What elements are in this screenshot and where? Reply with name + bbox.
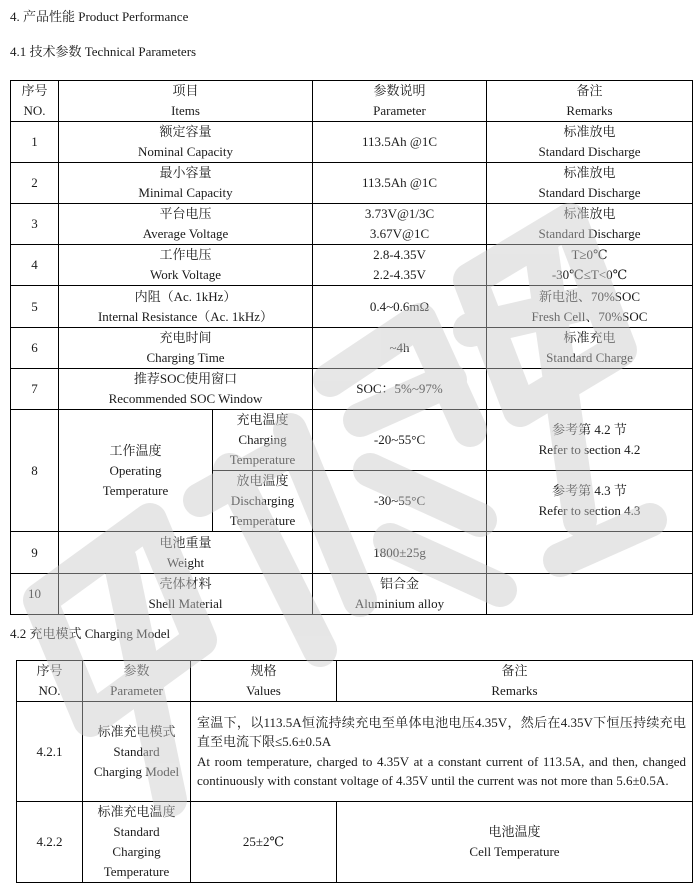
item-cell: 电池重量 Weight — [59, 532, 313, 574]
section-4-2-heading: 4.2 充电模式 Charging Model — [10, 626, 171, 641]
row-number: 6 — [11, 328, 59, 369]
section-4-heading: 4. 产品性能 Product Performance — [10, 9, 189, 24]
table-row — [11, 245, 693, 286]
table-row — [11, 328, 693, 369]
section-4-1-heading: 4.1 技术参数 Technical Parameters — [10, 44, 197, 59]
table-row — [11, 574, 693, 615]
remark-cell — [487, 369, 693, 410]
remark-cell: 电池温度 Cell Temperature — [337, 802, 693, 883]
charging-description-cell: 室温下，以113.5A恒流持续充电至单体电池电压4.35V，然后在4.35V下恒压持续充电直至电流下限≤5.6±0.5A At room temperature, charged to 4.35V at a constant current of 113.5A, and then, changed continuously with constant voltage of 4.35V until the current was not more than 5.6±0.5A. — [191, 702, 693, 802]
item-cell: 充电时间 Charging Time — [59, 328, 313, 369]
row-number: 8 — [11, 410, 59, 532]
remark-cell: 参考第 4.2 节 Refer to section 4.2 — [487, 410, 693, 471]
remark-cell: 新电池、70%SOC Fresh Cell、70%SOC — [487, 286, 693, 328]
item-cell: 内阻（Ac. 1kHz） Internal Resistance（Ac. 1kHz） — [59, 286, 313, 328]
parameter-cell: 0.4~0.6mΩ — [313, 286, 487, 328]
row-number: 3 — [11, 204, 59, 245]
header-values: 规格 Values — [191, 661, 337, 702]
table-row — [17, 802, 693, 883]
remark-cell: 标准充电 Standard Charge — [487, 328, 693, 369]
row-number: 2 — [11, 163, 59, 204]
charging-model-table — [16, 660, 693, 883]
row-number: 4.2.2 — [17, 802, 83, 883]
table-row — [11, 410, 693, 471]
row-number: 4.2.1 — [17, 702, 83, 802]
table-header-row — [11, 81, 693, 122]
remark-cell — [487, 574, 693, 615]
parameter-cell: 1800±25g — [313, 532, 487, 574]
remark-cell: 标准放电 Standard Discharge — [487, 163, 693, 204]
parameter-cell: 113.5Ah @1C — [313, 122, 487, 163]
parameter-cell: -20~55°C — [313, 410, 487, 471]
remark-cell: T≥0℃ -30℃≤T<0℃ — [487, 245, 693, 286]
remark-cell — [487, 532, 693, 574]
parameter-cell: 2.8-4.35V 2.2-4.35V — [313, 245, 487, 286]
remark-cell: 标准放电 Standard Discharge — [487, 204, 693, 245]
remark-cell: 标准放电 Standard Discharge — [487, 122, 693, 163]
parameter-cell: 3.73V@1/3C 3.67V@1C — [313, 204, 487, 245]
parameter-cell: -30~55°C — [313, 471, 487, 532]
operating-temperature-cell: 工作温度 Operating Temperature — [59, 410, 213, 532]
parameter-cell: 113.5Ah @1C — [313, 163, 487, 204]
parameter-cell: 标准充电模式 Standard Charging Model — [83, 702, 191, 802]
table-header-row — [17, 661, 693, 702]
row-number: 9 — [11, 532, 59, 574]
item-cell: 工作电压 Work Voltage — [59, 245, 313, 286]
row-number: 5 — [11, 286, 59, 328]
table-row — [17, 702, 693, 802]
charging-temperature-cell: 充电温度 Charging Temperature — [213, 410, 313, 471]
item-cell: 额定容量 Nominal Capacity — [59, 122, 313, 163]
parameter-cell: 铝合金 Aluminium alloy — [313, 574, 487, 615]
header-no: 序号 NO. — [11, 81, 59, 122]
row-number: 1 — [11, 122, 59, 163]
table-row — [11, 204, 693, 245]
row-number: 10 — [11, 574, 59, 615]
table-row — [11, 532, 693, 574]
header-items: 项目 Items — [59, 81, 313, 122]
discharging-temperature-cell: 放电温度 Discharging Temperature — [213, 471, 313, 532]
parameter-cell: SOC：5%~97% — [313, 369, 487, 410]
row-number: 7 — [11, 369, 59, 410]
item-cell: 推荐SOC使用窗口 Recommended SOC Window — [59, 369, 313, 410]
header-remarks: 备注 Remarks — [487, 81, 693, 122]
item-cell: 最小容量 Minimal Capacity — [59, 163, 313, 204]
item-cell: 平台电压 Average Voltage — [59, 204, 313, 245]
table-row — [11, 369, 693, 410]
item-cell: 壳体材料 Shell Material — [59, 574, 313, 615]
table-row — [11, 122, 693, 163]
table-row — [11, 163, 693, 204]
value-cell: 25±2℃ — [191, 802, 337, 883]
remark-cell: 参考第 4.3 节 Refer to section 4.3 — [487, 471, 693, 532]
header-parameter: 参数说明 Parameter — [313, 81, 487, 122]
header-remarks: 备注 Remarks — [337, 661, 693, 702]
header-parameter: 参数 Parameter — [83, 661, 191, 702]
row-number: 4 — [11, 245, 59, 286]
technical-parameters-table — [10, 80, 693, 615]
parameter-cell: 标准充电温度 Standard Charging Temperature — [83, 802, 191, 883]
table-row — [11, 286, 693, 328]
header-no: 序号 NO. — [17, 661, 83, 702]
parameter-cell: ~4h — [313, 328, 487, 369]
